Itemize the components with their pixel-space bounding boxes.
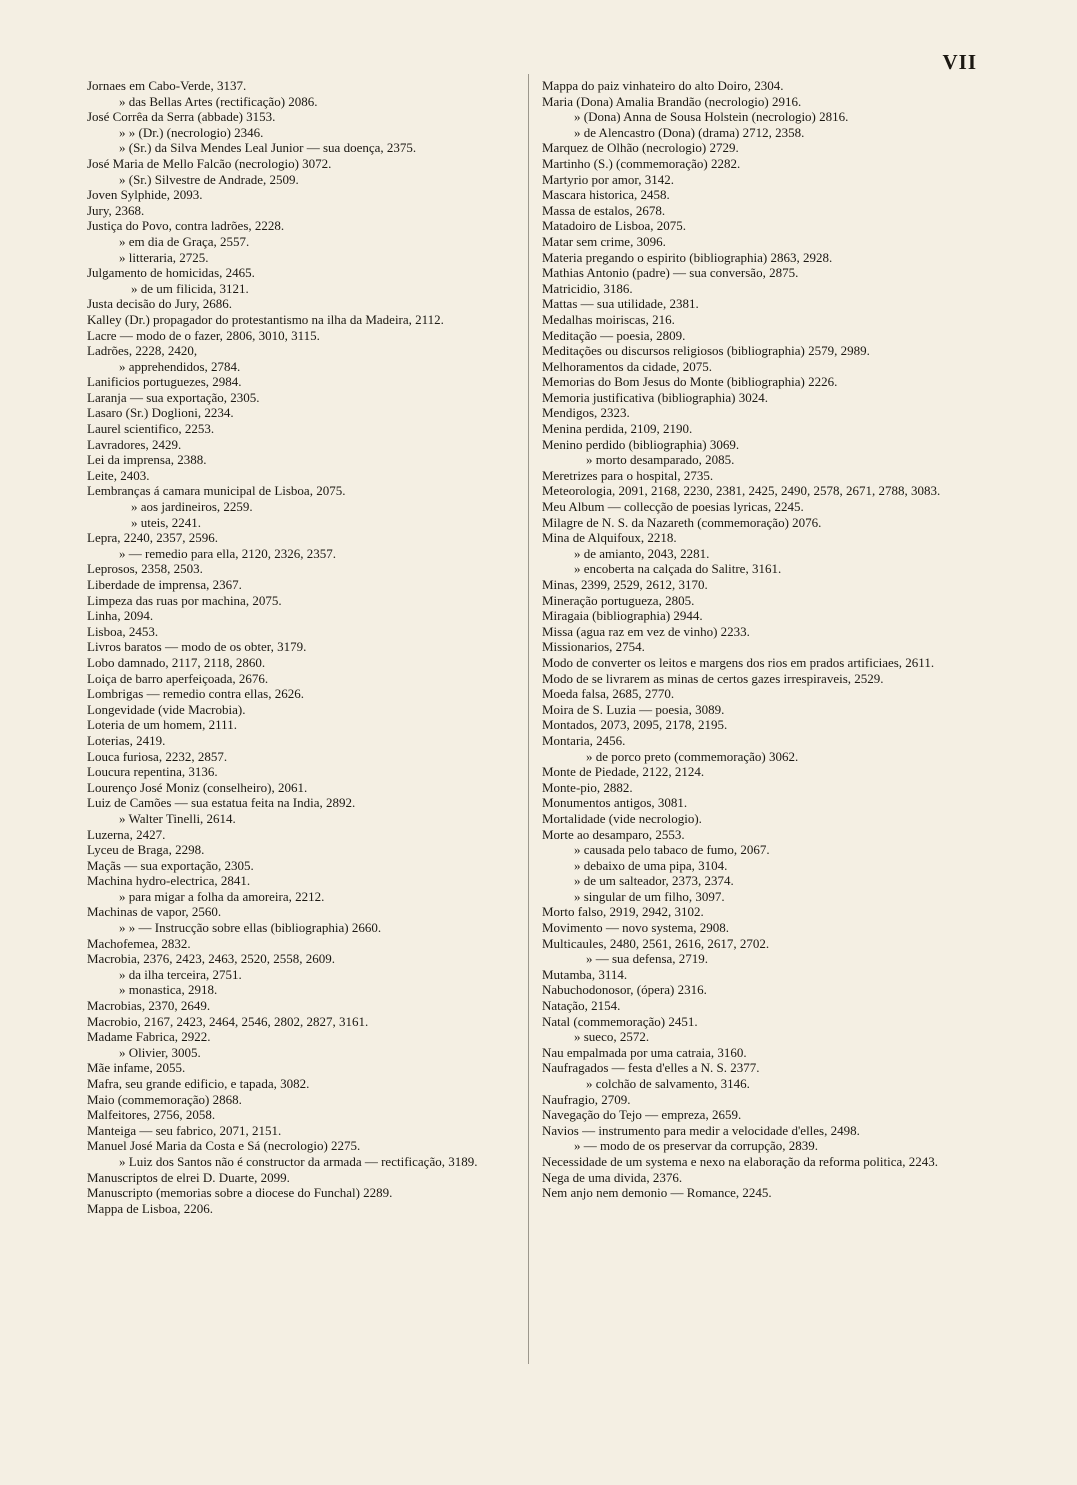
index-entry: Kalley (Dr.) propagador do protestantismo na ilha da Madeira, 2112. bbox=[87, 311, 444, 327]
index-entry: » morto desamparado, 2085. bbox=[586, 452, 735, 468]
index-entry: Navegação do Tejo — empreza, 2659. bbox=[542, 1107, 742, 1123]
index-entry: Meu Album — collecção de poesias lyricas, 2245. bbox=[542, 499, 804, 515]
index-entry: Marquez de Olhão (necrologio) 2729. bbox=[542, 140, 739, 156]
index-entry: Malfeitores, 2756, 2058. bbox=[87, 1107, 216, 1123]
index-entry: Modo de converter os leitos e margens dos rios em prados artificiaes, 2611. bbox=[542, 654, 935, 670]
index-entry: Leite, 2403. bbox=[87, 467, 150, 483]
index-entry: Nem anjo nem demonio — Romance, 2245. bbox=[542, 1185, 772, 1201]
index-entry: Madame Fabrica, 2922. bbox=[87, 1029, 211, 1045]
index-entry: Monte de Piedade, 2122, 2124. bbox=[542, 764, 705, 780]
index-entry: Meditação — poesia, 2809. bbox=[542, 327, 686, 343]
index-entry: Morto falso, 2919, 2942, 3102. bbox=[542, 904, 704, 920]
index-entry: Necessidade de um systema e nexo na elaboração da reforma politica, 2243. bbox=[542, 1153, 938, 1169]
index-entry: Milagre de N. S. da Nazareth (commemoração) 2076. bbox=[542, 514, 822, 530]
index-entry: Nabuchodonosor, (ópera) 2316. bbox=[542, 982, 707, 998]
index-entry: Naufragados — festa d'elles a N. S. 2377. bbox=[542, 1060, 760, 1076]
index-entry: Montaria, 2456. bbox=[542, 732, 626, 748]
page-number: VII bbox=[942, 50, 977, 74]
index-entry: Moira de S. Luzia — poesia, 3089. bbox=[542, 701, 725, 717]
index-entry: » debaixo de uma pipa, 3104. bbox=[574, 857, 728, 873]
index-entry: Mafra, seu grande edificio, e tapada, 3082. bbox=[87, 1076, 310, 1091]
index-entry: » litteraria, 2725. bbox=[119, 249, 209, 265]
index-entry: » de porco preto (commemoração) 3062. bbox=[586, 748, 799, 764]
index-entry: Laranja — sua exportação, 2305. bbox=[87, 389, 260, 405]
index-entry: Louca furiosa, 2232, 2857. bbox=[87, 748, 228, 764]
index-entry: Movimento — novo systema, 2908. bbox=[542, 920, 730, 936]
index-entry: » de um salteador, 2373, 2374. bbox=[574, 873, 734, 889]
index-entry: Luzerna, 2427. bbox=[87, 826, 166, 842]
index-entry: Loiça de barro aperfeiçoada, 2676. bbox=[87, 670, 269, 686]
index-entry: Lepra, 2240, 2357, 2596. bbox=[87, 530, 219, 546]
index-entry: Memorias do Bom Jesus do Monte (bibliographia) 2226. bbox=[542, 374, 838, 390]
index-entry: » de Alencastro (Dona) (drama) 2712, 2358. bbox=[574, 124, 805, 140]
index-entry: Massa de estalos, 2678. bbox=[542, 202, 666, 218]
index-entry: » Luiz dos Santos não é constructor da armada — rectificação, 3189. bbox=[119, 1153, 478, 1169]
index-entry: Machofemea, 2832. bbox=[87, 935, 191, 951]
index-entry: Mortalidade (vide necrologio). bbox=[542, 810, 702, 826]
index-entry: Macrobias, 2370, 2649. bbox=[87, 998, 211, 1014]
index-entry: Ladrões, 2228, 2420, bbox=[87, 343, 198, 359]
index-entry: » (Sr.) Silvestre de Andrade, 2509. bbox=[119, 171, 299, 187]
index-entry: Multicaules, 2480, 2561, 2616, 2617, 2702. bbox=[542, 935, 770, 951]
index-entry: Lyceu de Braga, 2298. bbox=[87, 842, 205, 858]
index-entry: Lisboa, 2453. bbox=[87, 623, 159, 639]
index-entry: Loterias, 2419. bbox=[87, 732, 166, 748]
index-entry: » sueco, 2572. bbox=[574, 1029, 650, 1045]
index-entry: Martyrio por amor, 3142. bbox=[542, 171, 674, 187]
index-entry: Jury, 2368. bbox=[87, 202, 145, 218]
index-entry: » de um filicida, 3121. bbox=[131, 280, 249, 296]
index-entry: Missionarios, 2754. bbox=[542, 639, 645, 655]
index-entry: Mascara historica, 2458. bbox=[542, 187, 670, 203]
index-entry: José Maria de Mello Falcão (necrologio) 3072. bbox=[87, 155, 332, 171]
index-entry: Meditações ou discursos religiosos (bibliographia) 2579, 2989. bbox=[542, 343, 870, 359]
index-entry: Miragaia (bibliographia) 2944. bbox=[542, 608, 703, 624]
index-entry: Nega de uma divida, 2376. bbox=[542, 1169, 683, 1185]
index-entry: Menina perdida, 2109, 2190. bbox=[542, 421, 693, 437]
index-entry: » colchão de salvamento, 3146. bbox=[586, 1076, 750, 1091]
index-entry: Manuscriptos de elrei D. Duarte, 2099. bbox=[87, 1169, 290, 1185]
index-entry: » » — Instrucção sobre ellas (bibliographia) 2660. bbox=[119, 920, 382, 936]
index-entry: » monastica, 2918. bbox=[119, 982, 218, 998]
index-entry: » em dia de Graça, 2557. bbox=[119, 233, 250, 249]
index-entry: Monte-pio, 2882. bbox=[542, 779, 633, 795]
index-entry: Justiça do Povo, contra ladrões, 2228. bbox=[87, 218, 285, 234]
index-entry: Mendigos, 2323. bbox=[542, 405, 630, 421]
index-entry: Julgamento de homicidas, 2465. bbox=[87, 265, 255, 281]
index-entry: Lavradores, 2429. bbox=[87, 436, 182, 452]
index-entry: Meretrizes para o hospital, 2735. bbox=[542, 467, 714, 483]
index-entry: Machina hydro-electrica, 2841. bbox=[87, 873, 251, 889]
index-entry: Lacre — modo de o fazer, 2806, 3010, 3115. bbox=[87, 327, 320, 343]
index-entry: » apprehendidos, 2784. bbox=[119, 358, 241, 374]
index-entry: Joven Sylphide, 2093. bbox=[87, 187, 203, 203]
index-entry: Melhoramentos da cidade, 2075. bbox=[542, 358, 713, 374]
index-entry: » aos jardineiros, 2259. bbox=[131, 499, 253, 515]
index-entry: Mappa de Lisboa, 2206. bbox=[87, 1200, 214, 1216]
index-entry: » Olivier, 3005. bbox=[119, 1044, 201, 1060]
index-entry: Medalhas moiriscas, 216. bbox=[542, 311, 675, 327]
index-entry: Mappa do paiz vinhateiro do alto Doiro, 2304. bbox=[542, 78, 784, 93]
index-entry: Mattas — sua utilidade, 2381. bbox=[542, 296, 699, 312]
index-entry: Leprosos, 2358, 2503. bbox=[87, 561, 203, 577]
index-entry: Matadoiro de Lisboa, 2075. bbox=[542, 218, 687, 234]
index-entry: » das Bellas Artes (rectificação) 2086. bbox=[119, 93, 318, 109]
index-entry: Mãe infame, 2055. bbox=[87, 1060, 186, 1076]
index-entry: Matricidio, 3186. bbox=[542, 280, 633, 296]
index-column-right bbox=[542, 78, 982, 1201]
index-entry: Missa (agua raz em vez de vinho) 2233. bbox=[542, 623, 750, 639]
index-entry: Matar sem crime, 3096. bbox=[542, 233, 666, 249]
index-entry: Natação, 2154. bbox=[542, 998, 621, 1014]
index-entry: Mina de Alquifoux, 2218. bbox=[542, 530, 677, 546]
index-entry: Macrobio, 2167, 2423, 2464, 2546, 2802, 2827, 3161. bbox=[87, 1013, 369, 1029]
index-entry: » (Sr.) da Silva Mendes Leal Junior — sua doença, 2375. bbox=[119, 140, 417, 156]
column-divider bbox=[528, 74, 529, 1364]
index-entry: Meteorologia, 2091, 2168, 2230, 2381, 2425, 2490, 2578, 2671, 2788, 3083. bbox=[542, 483, 941, 499]
index-entry: » (Dona) Anna de Sousa Holstein (necrologio) 2816. bbox=[574, 109, 849, 125]
index-entry: Jornaes em Cabo-Verde, 3137. bbox=[87, 78, 247, 93]
index-entry: Justa decisão do Jury, 2686. bbox=[87, 296, 233, 312]
index-entry: Luiz de Camões — sua estatua feita na India, 2892. bbox=[87, 795, 356, 811]
index-entry: » de amianto, 2043, 2281. bbox=[574, 545, 710, 561]
index-entry: Lembranças á camara municipal de Lisboa, 2075. bbox=[87, 483, 346, 499]
index-entry: Modo de se livrarem as minas de certos gazes irrespiraveis, 2529. bbox=[542, 670, 884, 686]
index-entry: » para migar a folha da amoreira, 2212. bbox=[119, 888, 325, 904]
index-entry: » causada pelo tabaco de fumo, 2067. bbox=[574, 842, 770, 858]
index-entry: Lanificios portuguezes, 2984. bbox=[87, 374, 242, 390]
index-entry: Maio (commemoração) 2868. bbox=[87, 1091, 242, 1107]
index-entry: Livros baratos — modo de os obter, 3179. bbox=[87, 639, 307, 655]
index-entry: Lombrigas — remedio contra ellas, 2626. bbox=[87, 686, 304, 702]
index-entry: » » (Dr.) (necrologio) 2346. bbox=[119, 124, 264, 140]
index-entry: » — remedio para ella, 2120, 2326, 2357. bbox=[119, 545, 336, 561]
index-entry: Macrobia, 2376, 2423, 2463, 2520, 2558, 2609. bbox=[87, 951, 336, 967]
index-entry: » uteis, 2241. bbox=[131, 514, 202, 530]
index-entry: Memoria justificativa (bibliographia) 3024. bbox=[542, 389, 768, 405]
index-column-left bbox=[87, 78, 522, 1216]
index-entry: Navios — instrumento para medir a velocidade d'elles, 2498. bbox=[542, 1122, 860, 1138]
index-entry: Lourenço José Moniz (conselheiro), 2061. bbox=[87, 779, 308, 795]
index-entry: » singular de um filho, 3097. bbox=[574, 888, 725, 904]
index-entry: » — modo de os preservar da corrupção, 2839. bbox=[574, 1138, 819, 1154]
index-entry: Menino perdido (bibliographia) 3069. bbox=[542, 436, 740, 452]
index-entry: Mathias Antonio (padre) — sua conversão, 2875. bbox=[542, 265, 799, 281]
index-entry: Martinho (S.) (commemoração) 2282. bbox=[542, 155, 741, 171]
index-entry: Mutamba, 3114. bbox=[542, 966, 628, 982]
index-entry: Manuscripto (memorias sobre a diocese do Funchal) 2289. bbox=[87, 1185, 393, 1201]
index-entry: Longevidade (vide Macrobia). bbox=[87, 701, 246, 717]
index-entry: Lasaro (Sr.) Doglioni, 2234. bbox=[87, 405, 234, 421]
index-entry: » encoberta na calçada do Salitre, 3161. bbox=[574, 561, 782, 577]
index-entry: Monumentos antigos, 3081. bbox=[542, 795, 688, 811]
index-entry: Naufragio, 2709. bbox=[542, 1091, 631, 1107]
index-entry: Maçãs — sua exportação, 2305. bbox=[87, 857, 254, 873]
index-entry: Natal (commemoração) 2451. bbox=[542, 1013, 698, 1029]
index-entry: Maria (Dona) Amalia Brandão (necrologio) 2916. bbox=[542, 93, 802, 109]
index-entry: Liberdade de imprensa, 2367. bbox=[87, 577, 242, 592]
index-entry: Manteiga — seu fabrico, 2071, 2151. bbox=[87, 1122, 282, 1138]
index-entry: Nau empalmada por uma catraia, 3160. bbox=[542, 1044, 747, 1060]
index-entry: Laurel scientifico, 2253. bbox=[87, 421, 215, 437]
index-entry: Machinas de vapor, 2560. bbox=[87, 904, 222, 920]
index-entry: Mineração portugueza, 2805. bbox=[542, 592, 695, 608]
index-entry: Montados, 2073, 2095, 2178, 2195. bbox=[542, 717, 728, 733]
index-entry: » da ilha terceira, 2751. bbox=[119, 966, 242, 982]
index-entry: Morte ao desamparo, 2553. bbox=[542, 826, 685, 842]
index-entry: Limpeza das ruas por machina, 2075. bbox=[87, 592, 282, 608]
index-entry: Lobo damnado, 2117, 2118, 2860. bbox=[87, 654, 266, 670]
index-entry: Linha, 2094. bbox=[87, 608, 154, 624]
index-entry: José Corrêa da Serra (abbade) 3153. bbox=[87, 109, 276, 125]
index-entry: » — sua defensa, 2719. bbox=[586, 951, 709, 967]
index-entry: Moeda falsa, 2685, 2770. bbox=[542, 686, 675, 702]
index-entry: » Walter Tinelli, 2614. bbox=[119, 810, 236, 826]
index-entry: Loteria de um homem, 2111. bbox=[87, 717, 237, 733]
index-entry: Minas, 2399, 2529, 2612, 3170. bbox=[542, 577, 708, 592]
index-entry: Manuel José Maria da Costa e Sá (necrologio) 2275. bbox=[87, 1138, 361, 1154]
index-entry: Materia pregando o espirito (bibliographia) 2863, 2928. bbox=[542, 249, 833, 265]
index-entry: Lei da imprensa, 2388. bbox=[87, 452, 207, 468]
index-entry: Loucura repentina, 3136. bbox=[87, 764, 218, 780]
